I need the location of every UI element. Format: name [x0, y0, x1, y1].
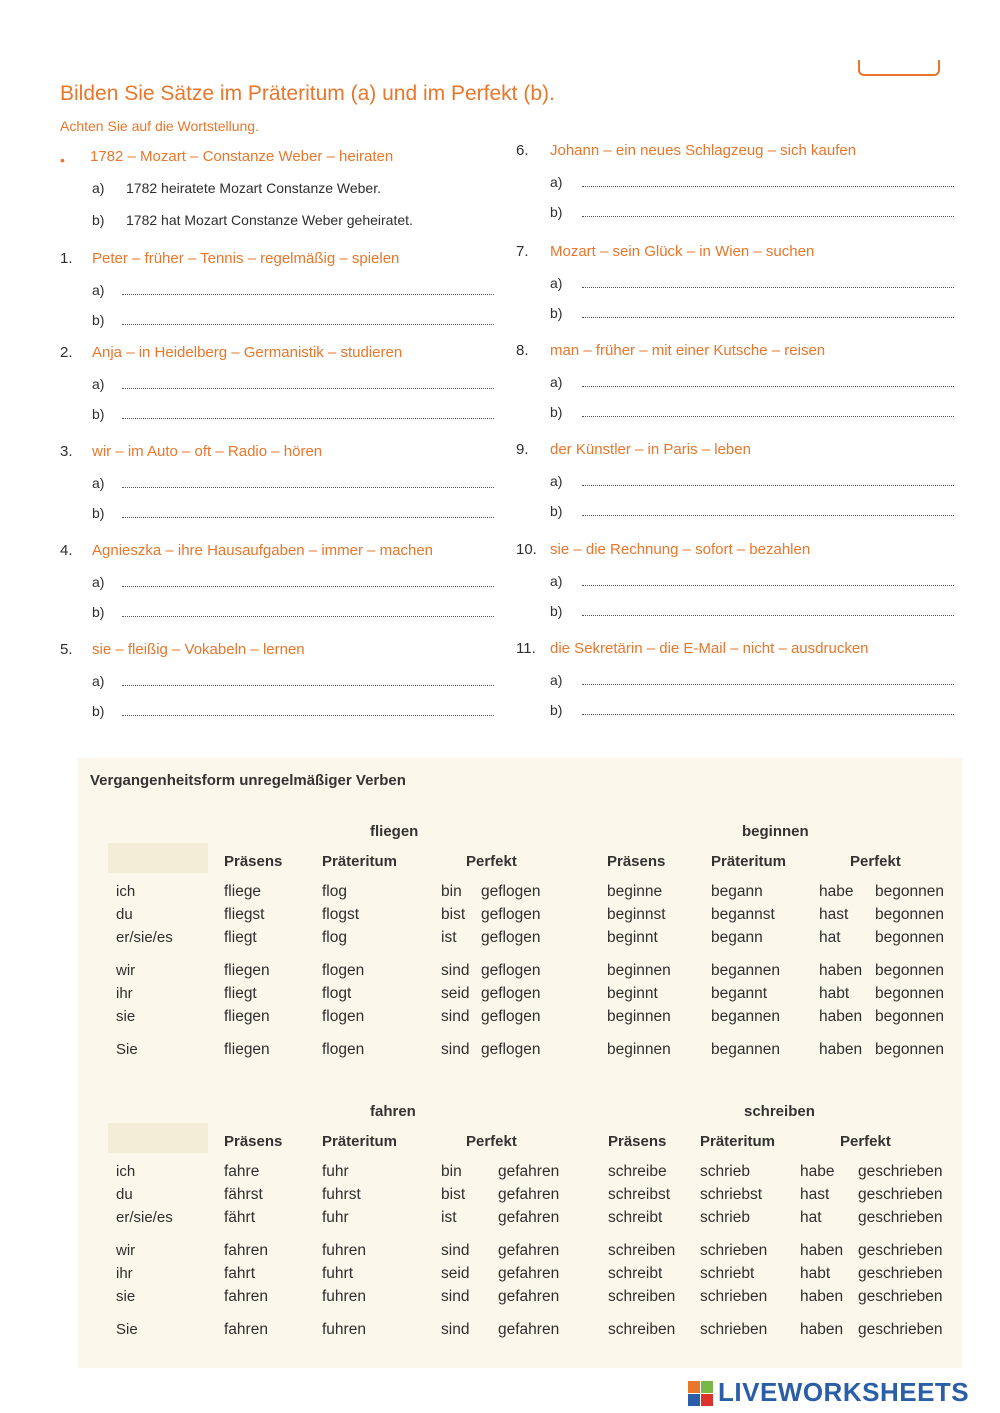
partizip-form: gefahren: [498, 1163, 560, 1180]
praeteritum-form: begann: [711, 929, 763, 946]
auxiliary-verb: hast: [819, 906, 849, 923]
exercise-prompt: man – früher – mit einer Kutsche – reisen: [550, 342, 826, 359]
answer-label: b): [92, 505, 105, 521]
auxiliary-verb: bist: [441, 1186, 466, 1203]
partizip-form: gefahren: [498, 1242, 560, 1259]
answer-label: a): [92, 574, 105, 590]
praesens-form: schreibt: [608, 1209, 663, 1226]
column-header-praeteritum: Präteritum: [322, 1133, 398, 1150]
exercise-number: 5.: [60, 641, 73, 658]
pronoun-label: sie: [116, 1288, 136, 1305]
partizip-form: geflogen: [481, 985, 541, 1002]
praesens-form: fliege: [224, 883, 262, 900]
praeteritum-form: begannen: [711, 1041, 780, 1058]
exercise-number: 11.: [516, 640, 536, 657]
exercise-number: 10.: [516, 541, 537, 558]
pronoun-header-band: [108, 843, 208, 873]
praeteritum-form: fuhrst: [322, 1186, 361, 1203]
praeteritum-form: schriebt: [700, 1265, 755, 1282]
answer-input-line[interactable]: [122, 294, 494, 295]
praeteritum-form: fuhren: [322, 1321, 366, 1338]
exercise-prompt: Agnieszka – ihre Hausaufgaben – immer – machen: [92, 542, 434, 559]
partizip-form: geflogen: [481, 883, 541, 900]
answer-label: b): [92, 212, 105, 228]
praeteritum-form: flogen: [322, 962, 365, 979]
praeteritum-form: schrieben: [700, 1321, 768, 1338]
answer-input-line[interactable]: [122, 715, 494, 716]
answer-label: b): [550, 702, 563, 718]
answer-input-line[interactable]: [582, 615, 954, 616]
partizip-form: begonnen: [875, 883, 944, 900]
column-header-praesens: Präsens: [607, 853, 666, 870]
praesens-form: beginnst: [607, 906, 666, 923]
answer-label: b): [92, 406, 105, 422]
answer-input-line[interactable]: [582, 186, 954, 187]
praesens-form: fährst: [224, 1186, 263, 1203]
auxiliary-verb: habe: [800, 1163, 835, 1180]
partizip-form: gefahren: [498, 1321, 560, 1338]
exercise-prompt: Mozart – sein Glück – in Wien – suchen: [550, 243, 815, 260]
exercise-prompt: sie – fleißig – Vokabeln – lernen: [92, 641, 305, 658]
column-header-perfekt: Perfekt: [466, 1133, 517, 1150]
praesens-form: beginne: [607, 883, 663, 900]
answer-input-line[interactable]: [582, 714, 954, 715]
column-header-praesens: Präsens: [224, 1133, 283, 1150]
verb-heading-beginnen: beginnen: [742, 823, 809, 840]
praesens-form: fliegt: [224, 929, 257, 946]
praesens-form: schreibst: [608, 1186, 671, 1203]
praeteritum-form: flog: [322, 883, 347, 900]
praesens-form: fliegst: [224, 906, 265, 923]
corner-decoration: [858, 60, 940, 76]
auxiliary-verb: hast: [800, 1186, 830, 1203]
answer-input-line[interactable]: [122, 418, 494, 419]
pronoun-label: Sie: [116, 1041, 138, 1058]
partizip-form: geflogen: [481, 906, 541, 923]
pronoun-label: du: [116, 1186, 133, 1203]
answer-label: a): [550, 174, 563, 190]
column-header-perfekt: Perfekt: [850, 853, 901, 870]
answer-input-line[interactable]: [582, 485, 954, 486]
auxiliary-verb: sind: [441, 962, 470, 979]
partizip-form: begonnen: [875, 1008, 944, 1025]
answer-input-line[interactable]: [582, 585, 954, 586]
praeteritum-form: flogen: [322, 1041, 365, 1058]
auxiliary-verb: haben: [819, 1008, 863, 1025]
auxiliary-verb: sind: [441, 1041, 470, 1058]
column-header-perfekt: Perfekt: [840, 1133, 891, 1150]
auxiliary-verb: bin: [441, 883, 462, 900]
example-answer-text: 1782 hat Mozart Constanze Weber geheiratet.: [126, 212, 413, 228]
auxiliary-verb: haben: [819, 962, 863, 979]
praeteritum-form: begannt: [711, 985, 768, 1002]
exercise-number: 4.: [60, 542, 73, 559]
exercise-prompt: Peter – früher – Tennis – regelmäßig – spielen: [92, 250, 400, 267]
exercise-number: 6.: [516, 142, 529, 159]
praesens-form: fahrt: [224, 1265, 256, 1282]
praesens-form: schreiben: [608, 1321, 676, 1338]
answer-input-line[interactable]: [582, 386, 954, 387]
exercise-prompt: der Künstler – in Paris – leben: [550, 441, 751, 458]
praesens-form: fährt: [224, 1209, 256, 1226]
praesens-form: fahren: [224, 1288, 268, 1305]
praesens-form: fliegt: [224, 985, 257, 1002]
auxiliary-verb: habe: [819, 883, 854, 900]
column-header-praeteritum: Präteritum: [711, 853, 787, 870]
column-header-praesens: Präsens: [608, 1133, 667, 1150]
partizip-form: geschrieben: [858, 1288, 943, 1305]
auxiliary-verb: haben: [800, 1321, 844, 1338]
partizip-form: begonnen: [875, 985, 944, 1002]
partizip-form: gefahren: [498, 1288, 560, 1305]
column-header-praeteritum: Präteritum: [322, 853, 398, 870]
answer-label: b): [550, 503, 563, 519]
partizip-form: begonnen: [875, 929, 944, 946]
praesens-form: beginnt: [607, 929, 658, 946]
praesens-form: fahren: [224, 1242, 268, 1259]
auxiliary-verb: sind: [441, 1321, 470, 1338]
exercise-number: 7.: [516, 243, 529, 260]
auxiliary-verb: habt: [819, 985, 850, 1002]
praesens-form: schreiben: [608, 1288, 676, 1305]
auxiliary-verb: hat: [800, 1209, 822, 1226]
answer-label: a): [92, 282, 105, 298]
exercise-number: 3.: [60, 443, 73, 460]
pronoun-label: ich: [116, 883, 136, 900]
answer-input-line[interactable]: [122, 517, 494, 518]
exercise-number: 2.: [60, 344, 73, 361]
partizip-form: gefahren: [498, 1186, 560, 1203]
auxiliary-verb: sind: [441, 1242, 470, 1259]
partizip-form: geschrieben: [858, 1265, 943, 1282]
answer-input-line[interactable]: [582, 416, 954, 417]
partizip-form: begonnen: [875, 906, 944, 923]
praeteritum-form: fuhren: [322, 1242, 366, 1259]
answer-label: a): [92, 475, 105, 491]
partizip-form: geflogen: [481, 1041, 541, 1058]
pronoun-label: ihr: [116, 985, 133, 1002]
pronoun-header-band: [108, 1123, 208, 1153]
verb-table-title: Vergangenheitsform unregelmäßiger Verben: [90, 772, 406, 789]
verb-heading-schreiben: schreiben: [744, 1103, 815, 1120]
answer-input-line[interactable]: [122, 324, 494, 325]
auxiliary-verb: ist: [441, 929, 457, 946]
answer-label: a): [92, 180, 105, 196]
exercise-prompt: Johann – ein neues Schlagzeug – sich kaufen: [550, 142, 857, 159]
pronoun-label: sie: [116, 1008, 136, 1025]
praesens-form: beginnen: [607, 1008, 671, 1025]
answer-input-line[interactable]: [582, 317, 954, 318]
partizip-form: geflogen: [481, 929, 541, 946]
brand-name: LIVEWORKSHEETS: [718, 1377, 970, 1407]
praesens-form: fahre: [224, 1163, 260, 1180]
praeteritum-form: flogen: [322, 1008, 365, 1025]
exercise-prompt: wir – im Auto – oft – Radio – hören: [92, 443, 323, 460]
praeteritum-form: begannen: [711, 1008, 780, 1025]
column-header-praesens: Präsens: [224, 853, 283, 870]
praeteritum-form: schrieb: [700, 1209, 750, 1226]
praeteritum-form: flogt: [322, 985, 352, 1002]
exercise-prompt: die Sekretärin – die E-Mail – nicht – ausdrucken: [550, 640, 869, 657]
praeteritum-form: schrieben: [700, 1288, 768, 1305]
praesens-form: fliegen: [224, 1041, 270, 1058]
partizip-form: geschrieben: [858, 1321, 943, 1338]
verb-heading-fliegen: fliegen: [370, 823, 419, 840]
praesens-form: beginnen: [607, 962, 671, 979]
praeteritum-form: begann: [711, 883, 763, 900]
auxiliary-verb: sind: [441, 1288, 470, 1305]
pronoun-label: er/sie/es: [116, 929, 173, 946]
praesens-form: fliegen: [224, 962, 270, 979]
praeteritum-form: begannen: [711, 962, 780, 979]
answer-label: a): [550, 573, 563, 589]
liveworksheets-logo: [688, 1377, 969, 1408]
praeteritum-form: schriebst: [700, 1186, 763, 1203]
praesens-form: schreibe: [608, 1163, 667, 1180]
example-bullet: •: [60, 152, 65, 168]
answer-label: b): [550, 204, 563, 220]
answer-input-line[interactable]: [582, 216, 954, 217]
partizip-form: geschrieben: [858, 1186, 943, 1203]
column-header-praeteritum: Präteritum: [700, 1133, 776, 1150]
auxiliary-verb: ist: [441, 1209, 457, 1226]
answer-label: b): [550, 404, 563, 420]
praeteritum-form: begannst: [711, 906, 775, 923]
answer-label: a): [550, 374, 563, 390]
praeteritum-form: schrieb: [700, 1163, 750, 1180]
exercise-number: 9.: [516, 441, 529, 458]
pronoun-label: wir: [116, 962, 136, 979]
praeteritum-form: fuhr: [322, 1163, 349, 1180]
pronoun-label: wir: [116, 1242, 136, 1259]
answer-input-line[interactable]: [122, 487, 494, 488]
answer-input-line[interactable]: [122, 685, 494, 686]
answer-label: b): [92, 312, 105, 328]
answer-label: a): [550, 672, 563, 688]
column-header-perfekt: Perfekt: [466, 853, 517, 870]
auxiliary-verb: bist: [441, 906, 466, 923]
praesens-form: schreiben: [608, 1242, 676, 1259]
answer-input-line[interactable]: [122, 388, 494, 389]
answer-input-line[interactable]: [582, 684, 954, 685]
auxiliary-verb: seid: [441, 1265, 470, 1282]
auxiliary-verb: seid: [441, 985, 470, 1002]
praesens-form: fahren: [224, 1321, 268, 1338]
exercise-prompt: sie – die Rechnung – sofort – bezahlen: [550, 541, 811, 558]
exercise-number: 1.: [60, 250, 73, 267]
pronoun-label: Sie: [116, 1321, 138, 1338]
auxiliary-verb: habt: [800, 1265, 831, 1282]
brand-icon: [688, 1381, 714, 1407]
answer-label: b): [550, 603, 563, 619]
praeteritum-form: fuhr: [322, 1209, 349, 1226]
partizip-form: geschrieben: [858, 1242, 943, 1259]
praesens-form: fliegen: [224, 1008, 270, 1025]
answer-input-line[interactable]: [122, 616, 494, 617]
answer-label: a): [550, 473, 563, 489]
praeteritum-form: schrieben: [700, 1242, 768, 1259]
example-answer-text: 1782 heiratete Mozart Constanze Weber.: [126, 180, 382, 196]
verb-heading-fahren: fahren: [370, 1103, 416, 1120]
partizip-form: begonnen: [875, 962, 944, 979]
answer-label: a): [92, 673, 105, 689]
answer-input-line[interactable]: [122, 586, 494, 587]
answer-label: b): [92, 703, 105, 719]
auxiliary-verb: haben: [800, 1288, 844, 1305]
partizip-form: gefahren: [498, 1209, 560, 1226]
partizip-form: geflogen: [481, 962, 541, 979]
partizip-form: geschrieben: [858, 1163, 943, 1180]
answer-label: a): [92, 376, 105, 392]
page-subtitle: Achten Sie auf die Wortstellung.: [60, 118, 259, 134]
answer-label: b): [92, 604, 105, 620]
pronoun-label: er/sie/es: [116, 1209, 173, 1226]
answer-input-line[interactable]: [582, 515, 954, 516]
praeteritum-form: fuhren: [322, 1288, 366, 1305]
page-title: Bilden Sie Sätze im Präteritum (a) und im Perfekt (b).: [60, 82, 555, 105]
praeteritum-form: fuhrt: [322, 1265, 354, 1282]
answer-label: b): [550, 305, 563, 321]
praeteritum-form: flogst: [322, 906, 360, 923]
praesens-form: schreibt: [608, 1265, 663, 1282]
auxiliary-verb: bin: [441, 1163, 462, 1180]
answer-input-line[interactable]: [582, 287, 954, 288]
exercise-number: 8.: [516, 342, 529, 359]
pronoun-label: ihr: [116, 1265, 133, 1282]
pronoun-label: ich: [116, 1163, 136, 1180]
partizip-form: gefahren: [498, 1265, 560, 1282]
auxiliary-verb: haben: [819, 1041, 863, 1058]
auxiliary-verb: haben: [800, 1242, 844, 1259]
auxiliary-verb: sind: [441, 1008, 470, 1025]
exercise-prompt: Anja – in Heidelberg – Germanistik – studieren: [92, 344, 403, 361]
example-prompt: 1782 – Mozart – Constanze Weber – heiraten: [90, 148, 394, 165]
answer-label: a): [550, 275, 563, 291]
praesens-form: beginnen: [607, 1041, 671, 1058]
praesens-form: beginnt: [607, 985, 658, 1002]
auxiliary-verb: hat: [819, 929, 841, 946]
partizip-form: geflogen: [481, 1008, 541, 1025]
partizip-form: geschrieben: [858, 1209, 943, 1226]
pronoun-label: du: [116, 906, 133, 923]
partizip-form: begonnen: [875, 1041, 944, 1058]
praeteritum-form: flog: [322, 929, 347, 946]
